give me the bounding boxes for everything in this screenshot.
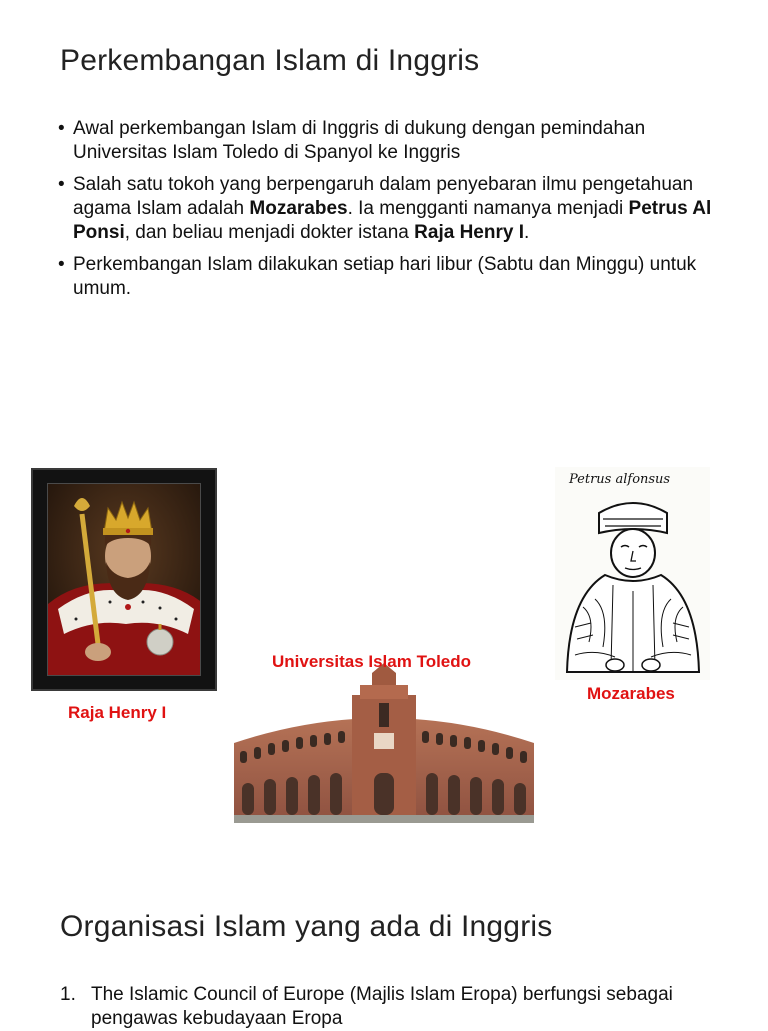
list-number: 1. (60, 984, 76, 1005)
bullet-item (58, 253, 718, 301)
bullet-text: . (523, 222, 530, 243)
bullet-item (58, 117, 718, 165)
toledo-caption: Universitas Islam Toledo (272, 652, 472, 671)
mozarabes-woodcut-image (555, 467, 710, 680)
bold-name-mozarabes: Mozarabes (249, 198, 348, 219)
bold-name-petrus: Petrus Al Ponsi (73, 198, 712, 243)
woodcut-inscription: Petrus alfonsus (569, 472, 671, 487)
bullet-text: Perkembangan Islam dilakukan setiap hari libur (Sabtu dan Minggu) untuk umum. (73, 254, 697, 299)
bullet-list (58, 117, 718, 309)
bullet-item (58, 173, 718, 245)
slide-title: Perkembangan Islam di Inggris (60, 44, 480, 77)
bullet-text: , dan beliau menjadi dokter istana (124, 222, 415, 243)
list-item-text: The Islamic Council of Europe (Majlis Islam Eropa) berfungsi sebagai pengawas kebudayaan Eropa (91, 984, 673, 1029)
mozarabes-caption: Mozarabes (587, 684, 675, 703)
bullet-text: . Ia mengganti namanya menjadi (347, 198, 629, 219)
slide-title-organisasi: Organisasi Islam yang ada di Inggris (60, 910, 553, 943)
bullet-text: Awal perkembangan Islam di Inggris di dukung dengan pemindahan Universitas Islam Toledo di Spanyol ke Inggris (73, 118, 646, 163)
bullet-text: Salah satu tokoh yang berpengaruh dalam penyebaran ilmu pengetahuan agama Islam adalah (73, 174, 694, 219)
bold-name-henry: Raja Henry I (414, 222, 524, 243)
henry-caption: Raja Henry I (68, 703, 167, 722)
henry-portrait-image (31, 468, 217, 691)
